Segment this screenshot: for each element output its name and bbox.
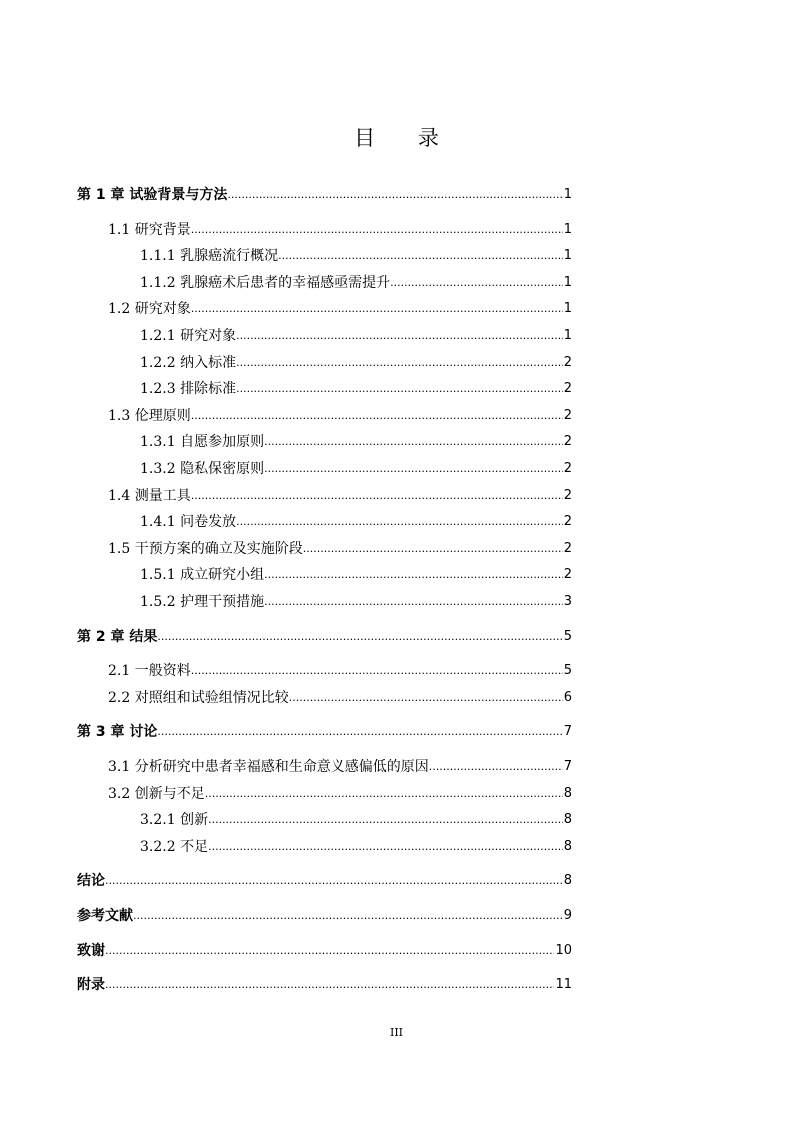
toc-entry-page: 8 [563,838,572,854]
toc-entry-title: 1.1.2 乳腺癌术后患者的幸福感亟需提升 [140,274,391,291]
toc-entry-title: 1.2.1 研究对象 [140,328,237,344]
toc-entry-page: 8 [563,785,572,801]
toc-entry-page: 2 [563,381,572,397]
toc-leader-dots [133,907,563,925]
toc-entry-page: 7 [563,724,572,740]
toc-entry-page: 1 [563,328,572,343]
toc-leader-dots [191,407,563,425]
toc-entry-title: 1.4.1 问卷发放 [140,514,237,531]
toc-entry[interactable] [77,620,572,646]
toc-entry-title: 1.5.1 成立研究小组 [140,567,265,584]
toc-leader-dots [236,354,563,372]
toc-entry-page: 2 [563,434,572,450]
toc-entry-title: 2.1 一般资料 [108,663,191,680]
toc-entry[interactable] [77,558,572,584]
toc-leader-dots [105,942,554,960]
toc-entry-page: 1 [563,221,572,237]
toc-entry[interactable] [77,319,572,345]
toc-leader-dots [236,327,563,345]
toc-entry-page: 9 [563,908,572,923]
toc-entry-page: 10 [555,942,572,958]
toc-entry-page: 8 [563,812,572,828]
toc-entry[interactable] [77,266,572,292]
toc-entry-title: 第 1 章 试验背景与方法 [77,187,228,203]
toc-leader-dots [191,221,563,239]
toc-entry-title: 1.3 伦理原则 [108,407,191,424]
toc-entry[interactable] [77,479,572,505]
toc-leader-dots [390,274,563,292]
toc-entry-title: 附录 [77,977,105,994]
toc-entry-title: 1.1.1 乳腺癌流行概况 [140,248,279,265]
toc-entry-title: 1.3.2 隐私保密原则 [140,461,265,477]
toc-entry-page: 2 [563,407,572,423]
toc-leader-dots [278,247,563,265]
toc-entry-page: 1 [563,187,572,202]
toc-entry[interactable] [77,830,572,856]
toc-entry-page: 2 [563,540,572,556]
toc-entry-page: 2 [563,461,572,476]
toc-entry-page: 2 [563,514,572,530]
toc-leader-dots [157,723,562,741]
toc-entry[interactable] [77,864,572,890]
toc-entry-title: 2.2 对照组和试验组情况比较 [108,689,289,706]
toc-entry[interactable] [77,715,572,741]
toc-entry-page: 2 [563,567,572,583]
toc-entry[interactable] [77,681,572,707]
toc-entry-title: 1.2.2 纳入标准 [140,354,237,371]
toc-entry-title: 3.2.2 不足 [140,838,209,855]
toc-leader-dots [105,976,554,994]
toc-entry[interactable] [77,399,572,425]
toc-entry-page: 2 [563,487,572,503]
toc-entry-title: 3.1 分析研究中患者幸福感和生命意义感偏低的原因 [108,759,429,775]
toc-entry-page: 1 [563,301,572,317]
toc-entry-title: 第 3 章 讨论 [77,724,158,741]
toc-entry[interactable] [77,654,572,680]
toc-entry[interactable] [77,213,572,239]
toc-leader-dots [264,566,563,584]
toc-entry-page: 1 [563,248,572,264]
toc-entry-title: 结论 [77,873,105,890]
toc-entry[interactable] [77,934,572,960]
toc-entry-title: 3.2.1 创新 [140,812,209,829]
toc-leader-dots [105,872,563,890]
toc-entry-title: 1.1 研究背景 [108,221,191,238]
toc-entry-title: 第 2 章 结果 [77,628,158,645]
toc-entry-page: 5 [563,628,572,644]
toc-leader-dots [264,433,563,451]
toc-entry[interactable] [77,239,572,265]
toc-entry-title: 参考文献 [77,908,133,924]
toc-entry[interactable] [77,346,572,372]
toc-entry-page: 3 [563,594,572,609]
toc-entry-page: 7 [563,759,572,774]
toc-entry-title: 3.2 创新与不足 [108,785,205,802]
toc-leader-dots [303,540,563,558]
page-number: III [389,1026,404,1039]
toc-entry-title: 1.5 干预方案的确立及实施阶段 [108,540,303,557]
toc-entry[interactable] [77,968,572,994]
toc-entry-title: 1.3.1 自愿参加原则 [140,434,265,451]
toc-leader-dots [205,785,563,803]
toc-entry[interactable] [77,452,572,478]
toc-leader-dots [191,662,563,680]
toc-entry-page: 1 [563,274,572,290]
toc-entry[interactable] [77,532,572,558]
toc-leader-dots [227,186,562,204]
toc-leader-dots [208,811,563,829]
toc-leader-dots [191,487,563,505]
toc-entry[interactable] [77,899,572,925]
toc-entry[interactable] [77,777,572,803]
toc-entry-title: 1.5.2 护理干预措施 [140,594,265,610]
toc-leader-dots [208,838,563,856]
toc-entry-title: 1.4 测量工具 [108,487,191,504]
toc-leader-dots [157,628,562,646]
toc-entry-title: 1.2.3 排除标准 [140,381,237,398]
toc-leader-dots [264,593,563,611]
toc-entry-page: 2 [563,354,572,370]
toc-entry[interactable] [77,372,572,398]
toc-leader-dots [289,689,563,707]
toc-leader-dots [236,380,563,398]
toc-leader-dots [191,300,563,318]
toc-entry-title: 致谢 [77,942,105,959]
toc-leader-dots [429,758,563,776]
toc-entry-page: 11 [555,977,572,993]
toc-entry-title: 1.2 研究对象 [108,301,191,318]
toc-entry[interactable] [77,585,572,611]
toc-entry[interactable] [77,803,572,829]
toc-entry[interactable] [77,292,572,318]
toc-leader-dots [264,460,563,478]
toc-entry-page: 8 [563,873,572,889]
toc-leader-dots [236,513,563,531]
toc-entry-page: 5 [563,663,572,679]
toc-entry[interactable] [77,425,572,451]
toc-entry[interactable] [77,178,572,204]
toc-entry[interactable] [77,750,572,776]
toc-entry[interactable] [77,505,572,531]
toc-title: 目 录 [354,126,457,150]
toc-entry-page: 6 [563,689,572,705]
